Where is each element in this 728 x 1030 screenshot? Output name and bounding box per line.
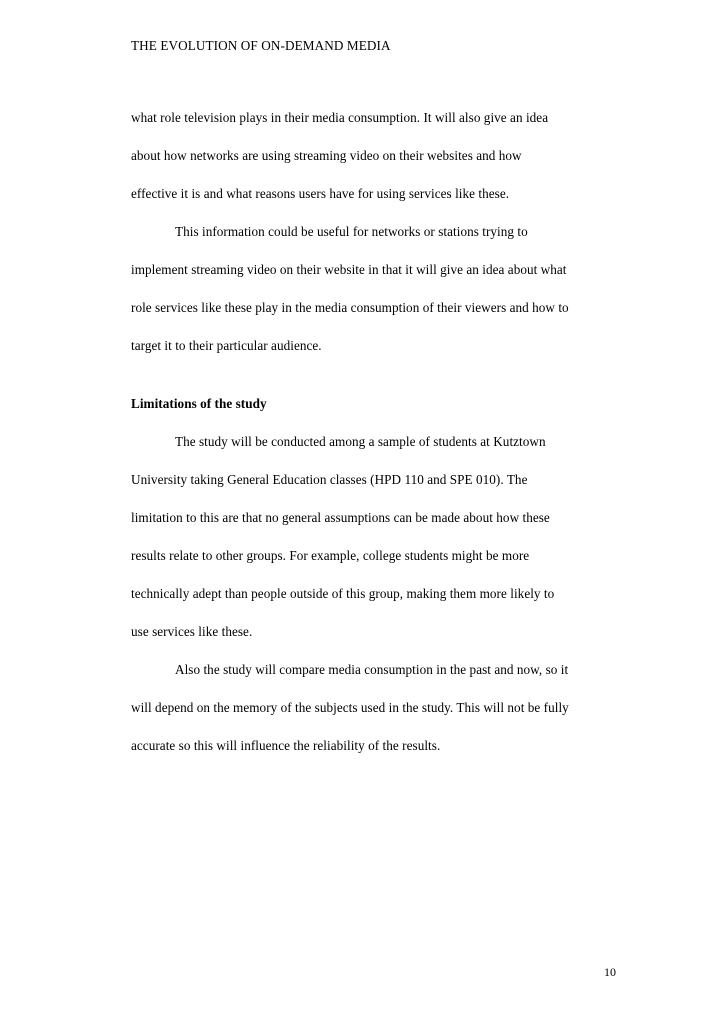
paragraph-3-line-2: University taking General Education classes (HPD 110 and SPE 010). The [131,472,528,487]
paragraph-3-line-6: use services like these. [131,624,253,639]
paragraph-4-line-1: Also the study will compare media consumption in the past and now, so it [175,662,569,677]
paragraph-1-line-1: what role television plays in their media consumption. It will also give an idea [131,110,549,125]
paragraph-4-line-3: accurate so this will influence the reliability of the results. [131,738,441,753]
section-heading: Limitations of the study [131,396,267,411]
paragraph-2-line-4: target it to their particular audience. [131,338,322,353]
paragraph-3-line-3: limitation to this are that no general assumptions can be made about how these [131,510,550,525]
paragraph-2-line-3: role services like these play in the media consumption of their viewers and how to [131,300,569,315]
paragraph-3-line-1: The study will be conducted among a sample of students at Kutztown [175,434,546,449]
paragraph-2-line-2: implement streaming video on their website in that it will give an idea about what [131,262,567,277]
paragraph-2-line-1: This information could be useful for networks or stations trying to [175,224,528,239]
paragraph-1-line-3: effective it is and what reasons users have for using services like these. [131,186,510,201]
page-number: 10 [604,965,616,979]
paragraph-4-line-2: will depend on the memory of the subjects used in the study. This will not be fully [131,700,569,715]
paragraph-3-line-5: technically adept than people outside of this group, making them more likely to [131,586,555,601]
paragraph-1-line-2: about how networks are using streaming video on their websites and how [131,148,522,163]
running-head: THE EVOLUTION OF ON-DEMAND MEDIA [131,38,391,53]
paragraph-3-line-4: results relate to other groups. For example, college students might be more [131,548,530,563]
